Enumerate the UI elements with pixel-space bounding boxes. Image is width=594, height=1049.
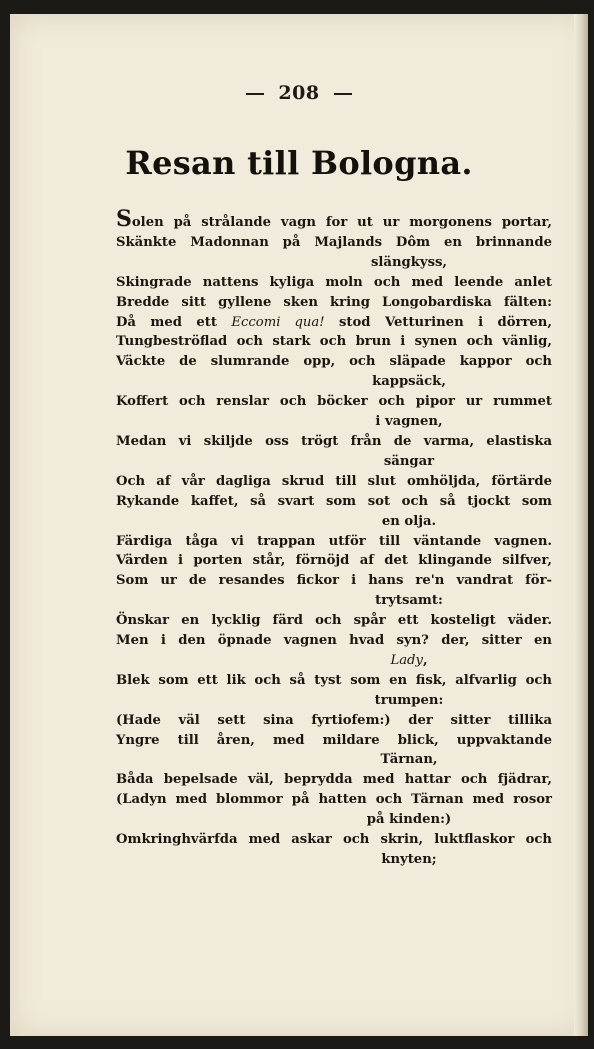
poem-line	[116, 313, 552, 333]
line-text: Yngre till åren, med mildare blick, uppvaktande	[116, 732, 552, 748]
line-text: Men i den öpnade vagnen hvad syn? der, sitter en	[116, 633, 552, 649]
line-text: Båda bepelsade väl, beprydda med hattar och fjädrar,	[116, 772, 552, 788]
line-text: Rykande kaffet, så svart som sot och så tjockt som	[116, 493, 552, 509]
poem-line-continuation	[116, 591, 552, 611]
poem-line	[116, 830, 552, 850]
page-title: Resan till Bologna.	[125, 144, 473, 182]
line-text: Väckte de slumrande opp, och släpade kappor och	[116, 354, 552, 370]
poem-line-continuation	[116, 750, 552, 770]
poem-line	[116, 233, 552, 253]
poem-line	[116, 532, 552, 552]
poem-line	[116, 206, 552, 233]
page-number	[10, 82, 588, 104]
line-text: stod Vetturinen i dörren,	[324, 314, 552, 330]
line-text: Som ur de resandes fickor i hans re'n vandrat för-	[116, 573, 552, 589]
poem-line-continuation	[116, 651, 552, 671]
line-text: Då med ett	[116, 314, 232, 330]
line-text: Koffert och renslar och böcker och pipor ur rummet	[116, 394, 552, 410]
poem-line	[116, 352, 552, 372]
line-text: Önskar en lycklig färd och spår ett kosteligt väder.	[116, 613, 552, 629]
poem-line	[116, 790, 552, 810]
poem-body	[116, 206, 552, 870]
page-number-text: 208	[278, 82, 320, 104]
line-text: olen på strålande vagn for ut ur morgonens portar,	[131, 215, 552, 230]
poem-line	[116, 472, 552, 492]
poem-line	[116, 551, 552, 571]
line-text: Färdiga tåga vi trappan utför till väntande vagnen.	[116, 533, 552, 549]
poem-line	[116, 571, 552, 591]
poem-line	[116, 731, 552, 751]
line-text: på kinden:)	[366, 812, 452, 828]
poem-line-continuation	[116, 512, 552, 532]
line-text: sängar	[383, 453, 435, 469]
line-text: en olja.	[381, 513, 437, 529]
poem-line	[116, 432, 552, 452]
italic-text: Eccomi qua!	[231, 314, 325, 330]
line-text: trytsamt:	[375, 593, 443, 609]
line-text: (Ladyn med blommor på hatten och Tärnan med rosor	[116, 792, 552, 808]
line-text: Omkringhvärfda med askar och skrin, luktflaskor och	[116, 832, 552, 848]
line-text: Blek som ett lik och så tyst som en fisk, alfvarlig och	[116, 672, 552, 688]
poem-line	[116, 293, 552, 313]
line-text: Tungbeströflad och stark och brun i synen och vänlig,	[116, 334, 552, 350]
line-text: Medan vi skiljde oss trögt från de varma, elastiska	[116, 433, 552, 449]
line-text: kappsäck,	[372, 374, 446, 390]
poem-line	[116, 273, 552, 293]
poem-line-continuation	[116, 372, 552, 392]
line-text: Skänkte Madonnan på Majlands Dôm en brinnande	[116, 234, 552, 250]
poem-line	[116, 611, 552, 631]
line-text: Värden i porten står, förnöjd af det klingande silfver,	[116, 553, 552, 569]
drop-cap: S	[116, 206, 132, 232]
line-text: i vagnen,	[375, 414, 443, 430]
line-text: trumpen:	[374, 692, 444, 708]
poem-line-continuation	[116, 691, 552, 711]
line-text: Bredde sitt gyllene sken kring Longobardiska fälten:	[116, 294, 552, 310]
line-text: ,	[422, 652, 428, 668]
poem-line	[116, 332, 552, 352]
poem-line-continuation	[116, 452, 552, 472]
poem-line	[116, 671, 552, 691]
poem-line-continuation	[116, 810, 552, 830]
line-text: Tärnan,	[380, 752, 438, 768]
poem-line	[116, 492, 552, 512]
dash-left	[246, 93, 264, 95]
poem-line-continuation	[116, 253, 552, 273]
line-text: knyten;	[381, 852, 437, 867]
poem-line	[116, 631, 552, 651]
line-text: (Hade väl sett sina fyrtiofem:) der sitter tillika	[116, 712, 552, 728]
poem-line	[116, 711, 552, 731]
book-page	[10, 14, 588, 1036]
line-text: Skingrade nattens kyliga moln och med leende anlet	[116, 274, 552, 290]
italic-text: Lady	[390, 652, 423, 668]
line-text: slängkyss,	[370, 254, 448, 270]
poem-line	[116, 392, 552, 412]
poem-line-continuation	[116, 412, 552, 432]
poem-line-continuation	[116, 850, 552, 870]
dash-right	[334, 93, 352, 95]
poem-line	[116, 770, 552, 790]
line-text: Och af vår dagliga skrud till slut omhöljda, förtärde	[116, 473, 552, 489]
